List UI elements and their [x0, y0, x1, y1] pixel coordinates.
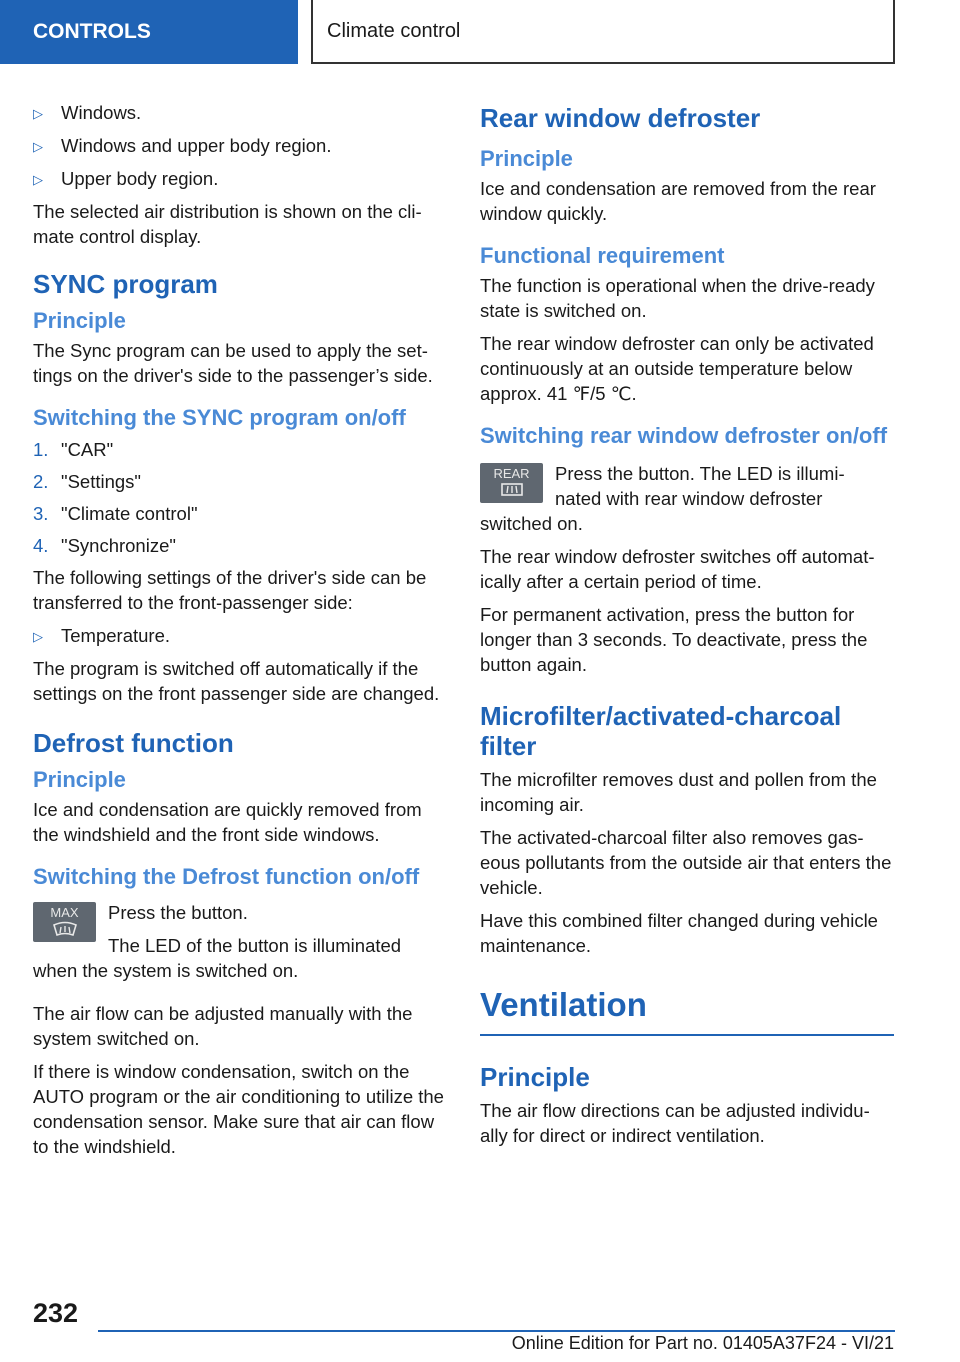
rear-switch-heading: Switching rear window defroster on/off	[480, 423, 888, 448]
defrost-press-text: Press the button.	[108, 902, 248, 923]
list-item: 2. "Settings"	[33, 471, 141, 492]
defrost-principle-text: Ice and condensation are quickly removed from the windshield and the front side windows.	[33, 799, 422, 845]
list-item: ▷ Upper body region.	[33, 166, 447, 192]
right-column	[480, 100, 894, 1156]
sync-principle-text: The Sync program can be used to apply the set‐ tings on the driver's side to the passenger’s side.	[33, 340, 433, 386]
sync-transfer-text: The following settings of the driver's side can be transferred to the front-passenger side:	[33, 567, 427, 613]
rear-requirement-text-2: The rear window defroster can only be activated continuously at an outside temperature below approx. 41 ℉/5 ℃.	[480, 333, 874, 404]
defrost-led-text: The LED of the button is illuminated when the system is switched on.	[33, 935, 402, 981]
defrost-airflow-text: The air flow can be adjusted manually with the system switched on.	[33, 1003, 413, 1049]
ventilation-heading: Ventilation	[480, 986, 647, 1023]
list-item: ▷ Temperature.	[33, 623, 447, 649]
sync-principle-heading: Principle	[33, 308, 126, 333]
rear-permanent-text: For permanent activation, press the button for longer than 3 seconds. To deactivate, press the button again.	[480, 604, 868, 675]
triangle-bullet-icon: ▷	[33, 139, 43, 154]
section-tab	[0, 0, 298, 64]
ventilation-heading-block	[480, 986, 894, 1036]
triangle-bullet-icon: ▷	[33, 629, 43, 644]
rear-principle-heading: Principle	[480, 146, 573, 171]
max-defrost-button	[33, 902, 96, 942]
list-item: 1. "CAR"	[33, 439, 114, 460]
sync-off-text: The program is switched off automatically if the settings on the front passenger side are changed.	[33, 658, 440, 704]
rear-requirement-text-1: The function is operational when the drive-ready state is switched on.	[480, 275, 875, 321]
list-item: 3. "Climate control"	[33, 503, 198, 524]
triangle-bullet-icon: ▷	[33, 106, 43, 121]
list-item: ▷ Windows.	[33, 100, 447, 126]
edition-footer: Online Edition for Part no. 01405A37F24 - VI/21	[511, 1333, 894, 1353]
footer-divider	[98, 1330, 895, 1332]
defrost-switch-heading: Switching the Defrost function on/off	[33, 864, 420, 889]
triangle-bullet-icon: ▷	[33, 172, 43, 187]
rear-defroster-button	[480, 463, 543, 503]
filter-text-1: The microfilter removes dust and pollen from the incoming air.	[480, 769, 877, 815]
defrost-principle-heading: Principle	[33, 767, 126, 792]
max-button-label: MAX	[50, 905, 79, 920]
left-column	[33, 100, 447, 1167]
rear-principle-text: Ice and condensation are removed from the rear window quickly.	[480, 178, 876, 224]
rear-auto-off-text: The rear window defroster switches off automat‐ ically after a certain period of time.	[480, 546, 875, 592]
list-item: ▷ Windows and upper body region.	[33, 133, 447, 159]
section-label: CONTROLS	[33, 20, 151, 43]
defrost-heading: Defrost function	[33, 728, 234, 758]
rear-button-label: REAR	[493, 466, 530, 481]
rear-requirement-heading: Functional requirement	[480, 243, 725, 268]
page-number: 232	[33, 1298, 79, 1328]
rear-press-text: Press the button. The LED is illumi‐ nated with rear window defroster switched on.	[480, 463, 845, 534]
list-item: 4. "Synchronize"	[33, 535, 176, 556]
air-distribution-text: The selected air distribution is shown on the cli‐ mate control display.	[33, 201, 422, 247]
rear-window-defrost-icon	[499, 482, 525, 498]
ventilation-principle-heading: Principle	[480, 1062, 590, 1092]
filter-heading: Microfilter/activated-charcoal filter	[480, 701, 842, 761]
windshield-defrost-icon	[52, 921, 78, 937]
sync-switch-heading: Switching the SYNC program on/off	[33, 405, 406, 430]
rear-defroster-heading: Rear window defroster	[480, 103, 761, 133]
sync-heading: SYNC program	[33, 269, 218, 299]
defrost-condensation-text: If there is window condensation, switch on the AUTO program or the air conditioning to utilize the condensation sensor. Make sure that air can flow to the windshield.	[33, 1061, 444, 1157]
chapter-header	[311, 0, 895, 64]
max-defrost-instruction	[33, 900, 447, 1001]
ventilation-principle-text: The air flow directions can be adjusted individu‐ ally for direct or indirect ventilation.	[480, 1100, 870, 1146]
chapter-title: Climate control	[327, 19, 461, 42]
rear-defroster-instruction	[480, 461, 894, 536]
filter-text-3: Have this combined filter changed during vehicle maintenance.	[480, 910, 878, 956]
filter-text-2: The activated-charcoal filter also removes gas‐ eous pollutants from the outside air that enters the vehicle.	[480, 827, 892, 898]
